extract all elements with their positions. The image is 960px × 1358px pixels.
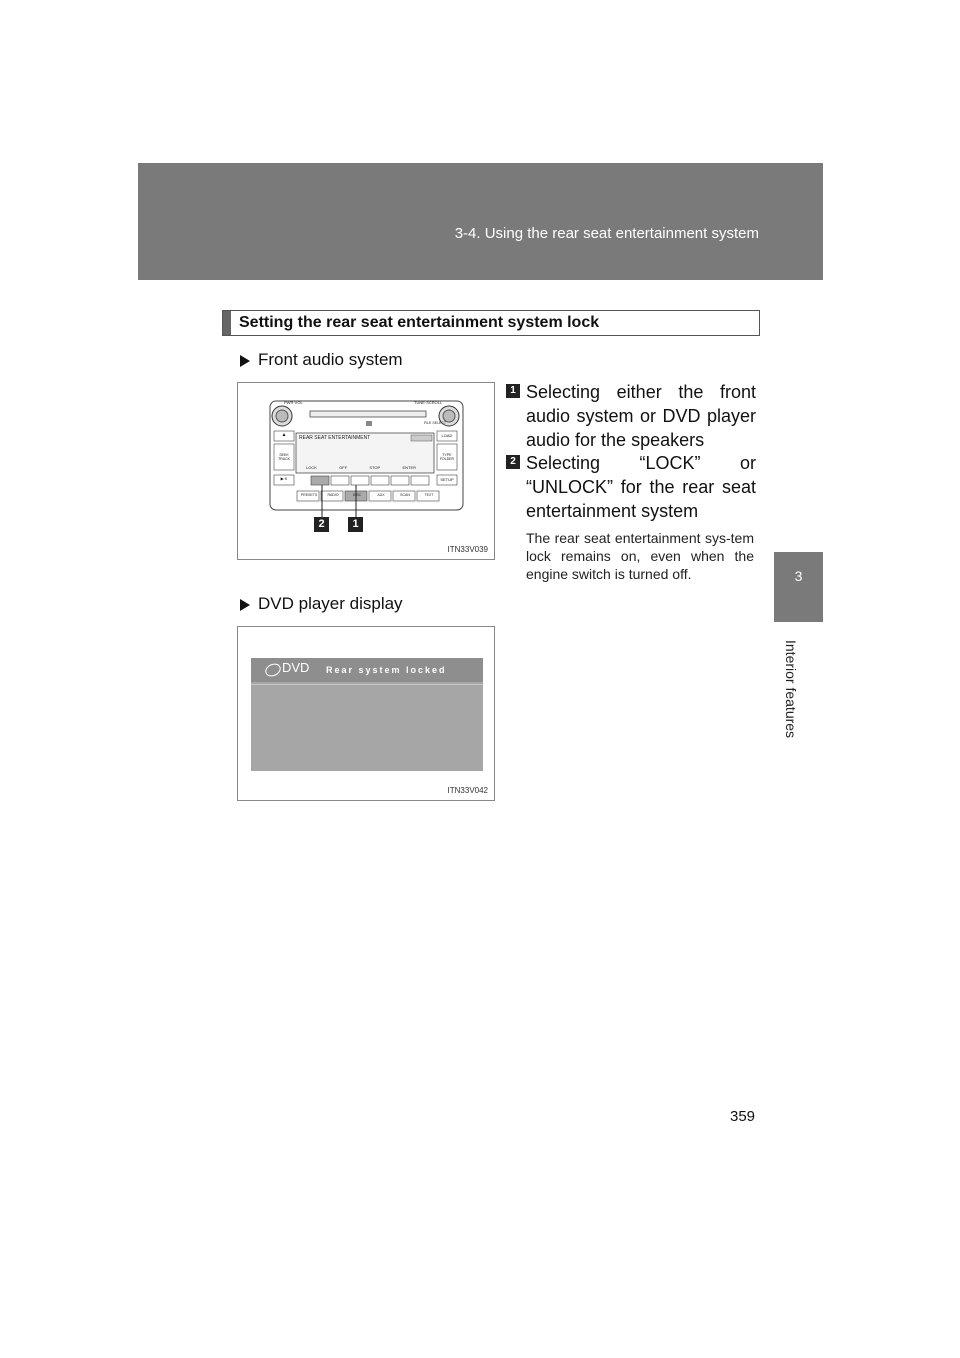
front-audio-heading [240, 350, 403, 370]
seek-track-button: SEEK TRACK [278, 453, 290, 461]
dvd-heading-text: DVD player display [258, 594, 403, 613]
step-2-text: Selecting “LOCK” or “UNLOCK” for the rear seat entertainment system [526, 453, 756, 521]
page-number: 359 [730, 1108, 756, 1125]
presets-button: PRESETS [300, 493, 318, 497]
softkey-stop: STOP [369, 465, 381, 470]
dvd-divider [251, 684, 483, 685]
bottom-button-labels [297, 493, 441, 497]
dvd-figure [237, 626, 495, 801]
step-1-number: 1 [506, 384, 520, 398]
audio-panel-illustration [238, 383, 494, 559]
section-heading-text: Setting the rear seat entertainment system lock [239, 314, 600, 331]
front-audio-figure-code: ITN33V039 [447, 545, 488, 554]
softkey-enter: ENTER [402, 465, 416, 470]
dvd-heading [240, 594, 403, 614]
bullet-arrow-icon [240, 599, 250, 611]
type-folder-button: TYPE FOLDER [439, 453, 455, 461]
dvd-screen [251, 658, 483, 771]
radio-button: RADIO [327, 493, 339, 497]
softkey-lock: LOCK [306, 465, 317, 470]
file-select-label: FILE SELECT [424, 421, 446, 425]
step-2-number: 2 [506, 455, 520, 469]
side-tab-label: Interior features [783, 640, 799, 739]
softkey-labels [306, 465, 416, 470]
callout-1-label: 1 [352, 518, 359, 530]
disc-button: DISC [352, 493, 362, 497]
pwr-vol-label: PWR·VOL [284, 400, 303, 405]
text-button: TEXT [424, 493, 434, 497]
front-audio-figure [237, 382, 495, 560]
section-heading-bar [223, 311, 231, 335]
chapter-title: 3-4. Using the rear seat entertainment system [454, 225, 759, 242]
tune-scroll-label: TUNE·SCROLL [414, 400, 443, 405]
bullet-arrow-icon [240, 355, 250, 367]
note-text: The rear seat entertainment sys-tem lock remains on, even when the engine switch is turned off. [526, 530, 754, 582]
section-heading [222, 310, 760, 336]
load-button: LOAD [441, 433, 453, 438]
dvd-label: DVD [282, 660, 310, 675]
front-audio-heading-text: Front audio system [258, 350, 403, 369]
setup-button: SETUP [440, 477, 454, 482]
side-tab-number: 3 [794, 568, 803, 584]
dvd-status-bar [251, 658, 483, 682]
callout-2-label: 2 [318, 518, 325, 530]
display-title: REAR SEAT ENTERTAINMENT [299, 435, 371, 441]
play-pause-button: ▶·II [280, 476, 288, 481]
scan-button: SCAN [400, 493, 410, 497]
chapter-header [138, 163, 823, 280]
eject-button: ▲ [281, 432, 287, 438]
disc-icon [263, 661, 283, 679]
dvd-figure-code: ITN33V042 [447, 786, 488, 795]
softkey-off: OFF [339, 465, 348, 470]
side-tab [774, 552, 823, 622]
aux-button: AUX [377, 493, 385, 497]
dvd-lock-message: Rear system locked [326, 665, 447, 675]
step-1-text: Selecting either the front audio system or DVD player audio for the speakers [526, 382, 756, 450]
